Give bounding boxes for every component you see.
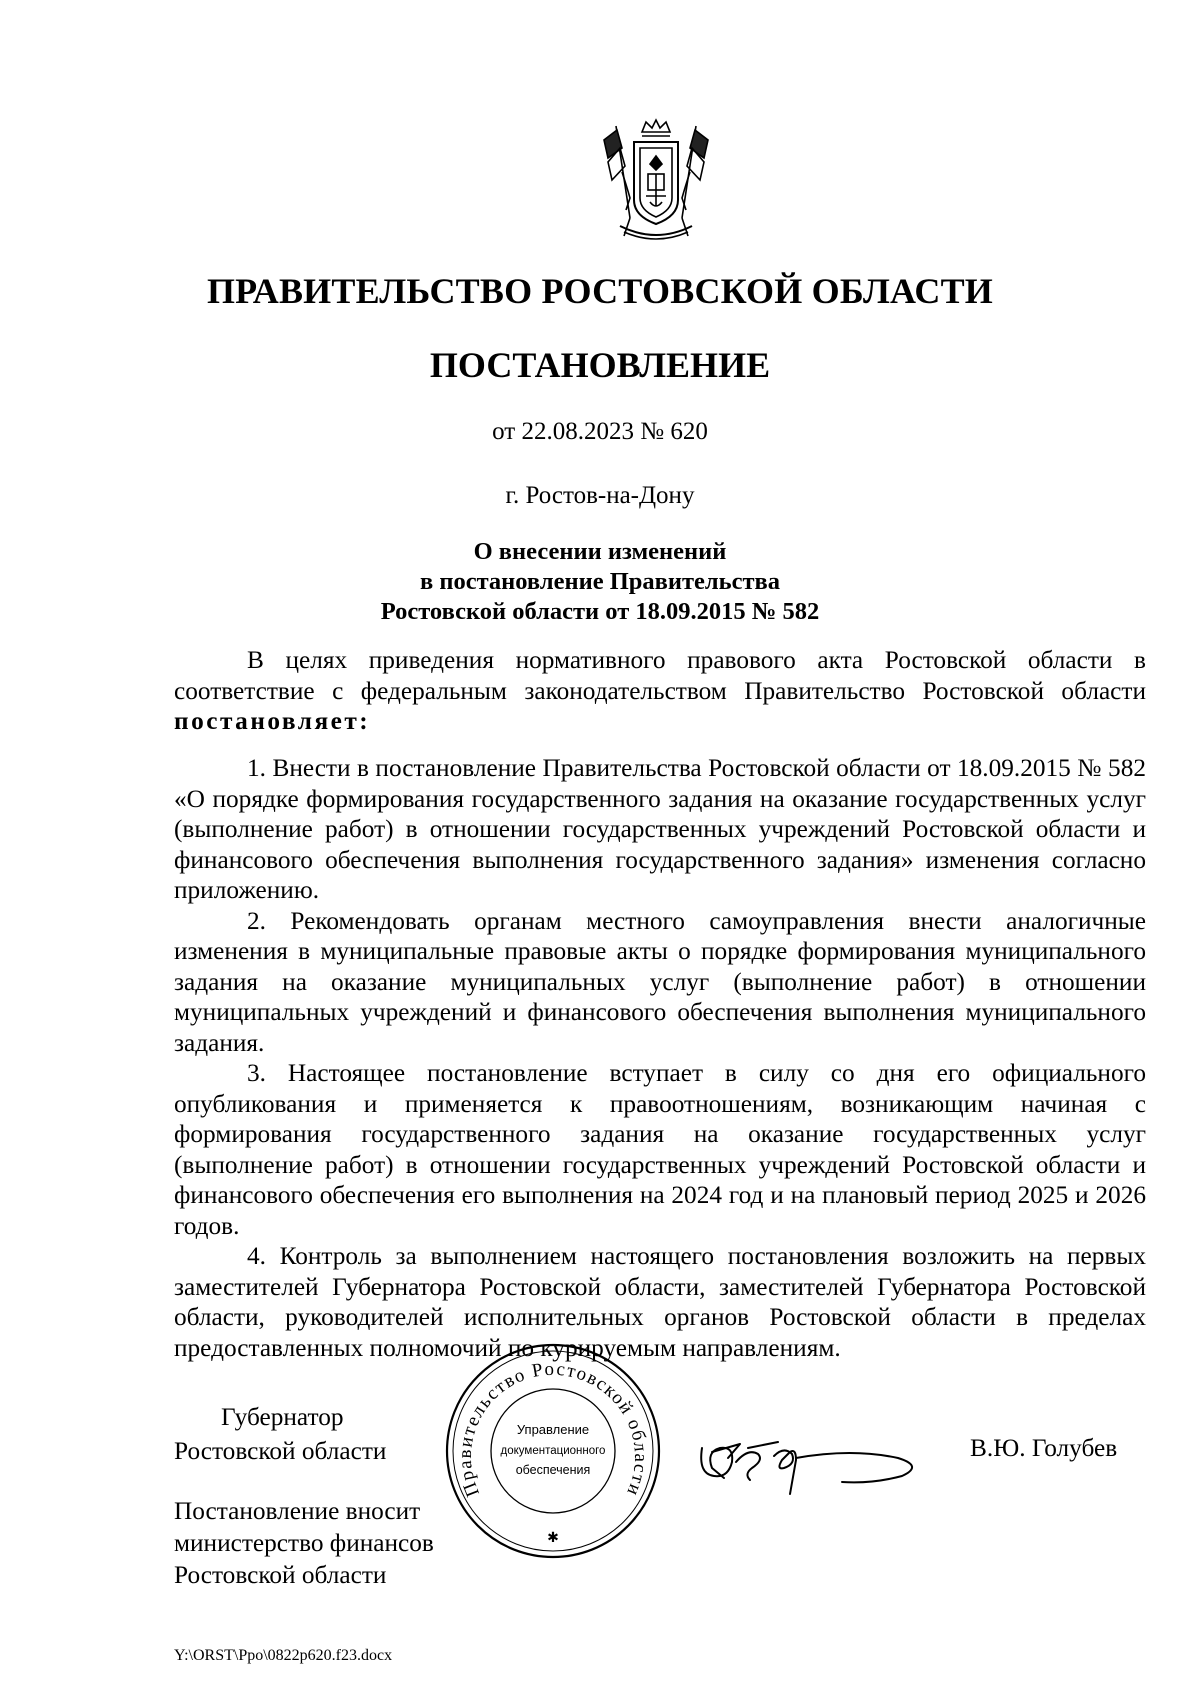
title-line: О внесении изменений bbox=[473, 538, 727, 565]
seal-inner-line: обеспечения bbox=[515, 1463, 591, 1477]
document-type: ПОСТАНОВЛЕНИЕ bbox=[429, 345, 771, 385]
rostov-oblast-coat-of-arms-icon bbox=[600, 118, 712, 246]
title-line: Ростовской области от 18.09.2015 № 582 bbox=[380, 598, 820, 625]
position-line: Губернатор bbox=[221, 1403, 344, 1431]
document-title bbox=[0, 537, 1200, 627]
decree-item-3: 3. Настоящее постановление вступает в силу со дня его официального опубликования и применяется к правоотношениям, возникающим начиная с формирования государственного задания на оказание государственных услуг (выполнение работ) в отношении государственных учреждений Ростовской области и финансового обеспечения его выполнения на 2024 год и на плановый период 2025 и 2026 годов. bbox=[174, 1059, 1146, 1240]
seal-inner-line: документационного bbox=[500, 1445, 606, 1457]
decree-item-4: 4. Контроль за выполнением настоящего постановления возложить на первых заместителей Губернатора Ростовской области, заместителей Губернатора Ростовской области, руководителей исполнительных органов Ростовской области в пределах предоставленных полномочий по курируемым направлениям. bbox=[174, 1242, 1146, 1362]
submitter-note bbox=[174, 1495, 434, 1591]
note-line: министерство финансов bbox=[174, 1529, 434, 1557]
decree-items bbox=[174, 753, 1146, 1363]
organization-name: ПРАВИТЕЛЬСТВО РОСТОВСКОЙ ОБЛАСТИ bbox=[206, 271, 994, 311]
decree-item-1: 1. Внести в постановление Правительства Ростовской области от 18.09.2015 № 582 «О порядке формирования государственного задания на оказание государственных услуг (выполнение работ) в отношении государственных учреждений Ростовской области и финансового обеспечения выполнения государственного задания» изменения согласно приложению. bbox=[174, 754, 1146, 904]
preamble-text: В целях приведения нормативного правового акта Ростовской области в соответствие с федеральным законодательством Правительство Ростовской области bbox=[174, 646, 1146, 705]
signatory-position bbox=[174, 1400, 386, 1468]
file-path: Y:\ORST\Ppo\0822p620.f23.docx bbox=[174, 1647, 393, 1664]
position-line: Ростовской области bbox=[174, 1437, 387, 1465]
seal-inner-line: Управление bbox=[516, 1422, 590, 1437]
signatory-name: В.Ю. Голубев bbox=[970, 1434, 1118, 1462]
preamble bbox=[174, 645, 1146, 737]
handwritten-signature bbox=[692, 1418, 932, 1496]
decree-item-2: 2. Рекомендовать органам местного самоуправления внести аналогичные изменения в муниципальные правовые акты о порядке формирования муниципального задания на оказание муниципальных услуг (выполнение работ) в отношении муниципальных учреждений и финансового обеспечения выполнения муниципального задания. bbox=[174, 906, 1146, 1057]
note-line: Постановление вносит bbox=[174, 1497, 421, 1525]
note-line: Ростовской области bbox=[174, 1561, 387, 1589]
document-date-number: от 22.08.2023 № 620 bbox=[492, 418, 708, 445]
seal-star-icon: ✱ bbox=[547, 1531, 559, 1546]
seal-outer-text: Правительство Ростовской области bbox=[454, 1358, 652, 1500]
document-city: г. Ростов-на-Дону bbox=[505, 482, 695, 509]
decree-word: постановляет: bbox=[174, 707, 371, 735]
official-seal-stamp bbox=[442, 1340, 664, 1562]
title-line: в постановление Правительства bbox=[420, 568, 780, 595]
